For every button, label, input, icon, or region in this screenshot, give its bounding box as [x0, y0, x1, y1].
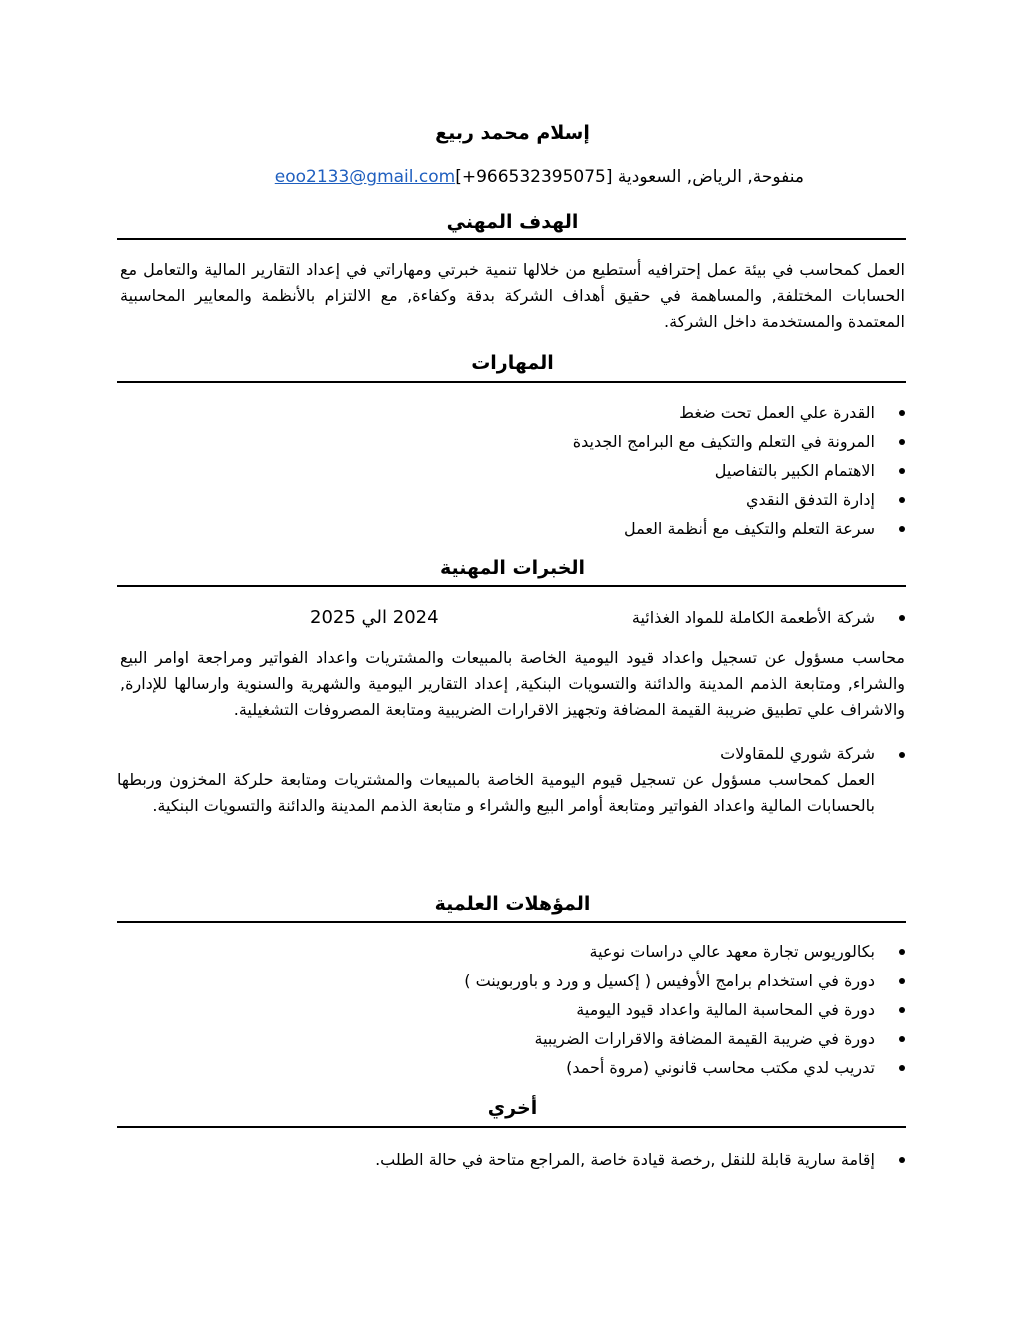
other-text: إقامة سارية قابلة للنقل ,رخصة قيادة خاصة ,المراجع متاحة في حالة الطلب.: [375, 1150, 875, 1169]
list-item: [105, 456, 905, 485]
job-1-period: 2024 الي 2025: [310, 607, 439, 628]
bullet-icon: [899, 497, 905, 503]
list-item: [105, 1024, 905, 1053]
job-2-company: شركة شوري للمقاولات: [720, 744, 875, 763]
education-text: تدريب لدي مكتب محاسب قانوني (مروة أحمد): [566, 1058, 875, 1077]
skill-text: القدرة علي العمل تحت ضغط: [679, 403, 875, 422]
bullet-icon: [899, 1065, 905, 1071]
bullet-icon: [899, 752, 905, 758]
email-link[interactable]: eoo2133@gmail.com: [274, 167, 456, 187]
objective-heading: الهدف المهني: [446, 211, 579, 233]
contact-line: [275, 167, 804, 187]
education-text: بكالوريوس تجارة معهد عالي دراسات نوعية: [589, 942, 875, 961]
skill-text: إدارة التدفق النقدي: [746, 490, 875, 509]
bullet-icon: [899, 1157, 905, 1163]
bullet-icon: [899, 468, 905, 474]
other-list: [105, 1145, 905, 1174]
skills-heading: المهارات: [471, 352, 554, 374]
education-heading: المؤهلات العلمية: [434, 893, 591, 915]
list-item: [105, 966, 905, 995]
list-item: [105, 485, 905, 514]
skill-text: الاهتمام الكبير بالتفاصيل: [714, 461, 875, 480]
skill-text: سرعة التعلم والتكيف مع أنظمة العمل: [623, 519, 875, 538]
bullet-icon: [899, 978, 905, 984]
bullet-icon: [899, 410, 905, 416]
job-1-company: شركة الأطعمة الكاملة للمواد الغذائية: [631, 608, 875, 627]
education-text: دورة في ضريبة القيمة المضافة والاقرارات الضريبية: [534, 1029, 875, 1048]
experience-heading: الخبرات المهنية: [439, 557, 586, 579]
address-text: منفوحة, الرياض, السعودية: [617, 167, 804, 187]
list-item: [105, 398, 905, 427]
bullet-icon: [899, 1007, 905, 1013]
list-item: [105, 1053, 905, 1082]
job-1-header: [105, 603, 905, 632]
job-1-description: محاسب مسؤول عن تسجيل واعداد قيود اليومية الخاصة بالمبيعات والمشتريات واعداد الفواتير ومراجعة اوامر البيع والشراء, ومتابعة الذمم المدينة والدائنة والتسويات البنكية, إعداد التقارير اليومية والشهرية والسنوية وارسالها للإدارة, والاشراف علي تطبيق ضريبة القيمة المضافة وتجهيز الاقرارات الضريبية ومتابعة المصروفات التشغيلية.: [120, 648, 905, 719]
bullet-icon: [899, 1036, 905, 1042]
skills-divider: [117, 381, 906, 383]
list-item: [105, 1145, 905, 1174]
job-2-description: العمل كمحاسب مسؤول عن تسجيل قيوم اليومية الخاصة بالمبيعات والمشتريات ومتابعة حلركة المخزون وربطها بالحسابات المالية واعداد الفواتير ومتابعة أوامر البيع والشراء و متابعة الذمم المدينة والدائنة والتسويات البنكية.: [117, 770, 875, 815]
objective-text: العمل كمحاسب في بيئة عمل إحترافيه أستطيع من خلالها تنمية خبرتي ومهاراتي في إعداد التقارير المالية والتعامل مع الحسابات المختلفة, والمساهمة في حقيق أهداف الشركة بدقة وكفاءة, مع الالتزام بالأنظمة والمعايير المحاسبية المعتمدة والمستخدمة داخل الشركة.: [120, 260, 905, 331]
experience-divider: [117, 585, 906, 587]
bullet-icon: [899, 615, 905, 621]
objective-divider: [117, 238, 906, 240]
job-2: [105, 741, 905, 881]
list-item: [105, 514, 905, 543]
bullet-icon: [899, 949, 905, 955]
skill-text: المرونة في التعلم والتكيف مع البرامج الجديدة: [572, 432, 875, 451]
education-text: دورة في استخدام برامج الأوفيس ( إكسيل و ورد و باوربوينت ): [464, 971, 875, 990]
phone-text: [+966532395075]: [455, 167, 613, 187]
list-item: [105, 937, 905, 966]
skills-list: [105, 398, 905, 543]
education-text: دورة في المحاسبة المالية واعداد قيود اليومية: [576, 1000, 875, 1019]
applicant-name: إسلام محمد ربيع: [435, 122, 590, 144]
list-item: [105, 427, 905, 456]
other-heading: أخري: [487, 1097, 538, 1119]
bullet-icon: [899, 526, 905, 532]
education-list: [105, 937, 905, 1082]
bullet-icon: [899, 439, 905, 445]
list-item: [105, 995, 905, 1024]
other-divider: [117, 1126, 906, 1128]
education-divider: [117, 921, 906, 923]
